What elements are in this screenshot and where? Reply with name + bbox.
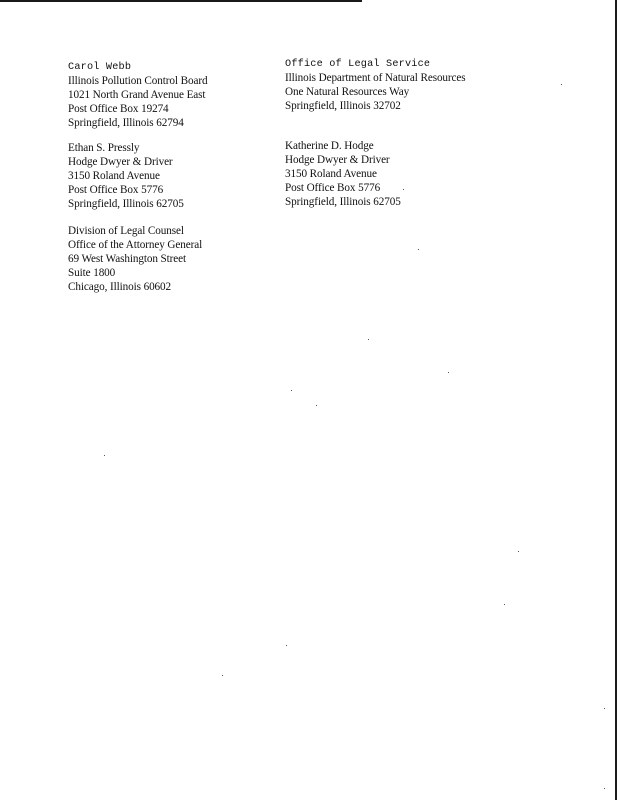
city-state-zip-line: Chicago, Illinois 60602 (68, 280, 172, 293)
scan-speck (604, 788, 605, 789)
organization-line: Hodge Dwyer & Driver (68, 155, 173, 168)
address-block-ethan-pressly (68, 142, 184, 212)
organization-line: Office of the Attorney General (68, 238, 203, 251)
scan-right-border (615, 0, 617, 800)
po-box-line: Post Office Box 19274 (68, 102, 169, 115)
organization-line: Hodge Dwyer & Driver (285, 153, 390, 166)
scan-speck (316, 405, 317, 406)
scan-speck (504, 604, 505, 605)
scan-speck (222, 675, 223, 676)
scan-speck (561, 84, 562, 85)
scan-speck (418, 249, 419, 250)
street-line: One Natural Resources Way (285, 85, 410, 98)
address-block-office-of-legal-service (285, 58, 466, 114)
suite-line: Suite 1800 (68, 266, 116, 279)
recipient-name: Carol Webb (68, 62, 132, 73)
scan-speck (604, 708, 605, 709)
scan-top-border (0, 0, 362, 2)
po-box-line: Post Office Box 5776 (285, 181, 381, 194)
city-state-zip-line: Springfield, Illinois 62705 (285, 195, 401, 208)
scan-speck (104, 455, 105, 456)
city-state-zip-line: Springfield, Illinois 62705 (68, 197, 184, 210)
organization-line: Illinois Department of Natural Resources (285, 71, 466, 84)
address-block-division-of-legal-counsel (68, 225, 202, 295)
scan-speck (403, 189, 404, 190)
scan-speck (291, 390, 292, 391)
recipient-name: Office of Legal Service (285, 59, 431, 70)
recipient-name: Ethan S. Pressly (68, 142, 140, 154)
street-line: 1021 North Grand Avenue East (68, 88, 206, 101)
address-block-katherine-hodge (285, 140, 401, 210)
city-state-zip-line: Springfield, Illinois 32702 (285, 99, 401, 112)
scan-speck (448, 372, 449, 373)
recipient-name: Division of Legal Counsel (68, 225, 184, 237)
scan-speck (518, 551, 519, 552)
po-box-line: Post Office Box 5776 (68, 183, 164, 196)
recipient-name: Katherine D. Hodge (285, 140, 374, 152)
scan-speck (286, 645, 287, 646)
address-block-carol-webb (68, 61, 207, 131)
scan-speck (368, 339, 369, 340)
street-line: 69 West Washington Street (68, 252, 187, 265)
street-line: 3150 Roland Avenue (285, 167, 377, 180)
organization-line: Illinois Pollution Control Board (68, 74, 208, 87)
street-line: 3150 Roland Avenue (68, 169, 160, 182)
city-state-zip-line: Springfield, Illinois 62794 (68, 116, 184, 129)
